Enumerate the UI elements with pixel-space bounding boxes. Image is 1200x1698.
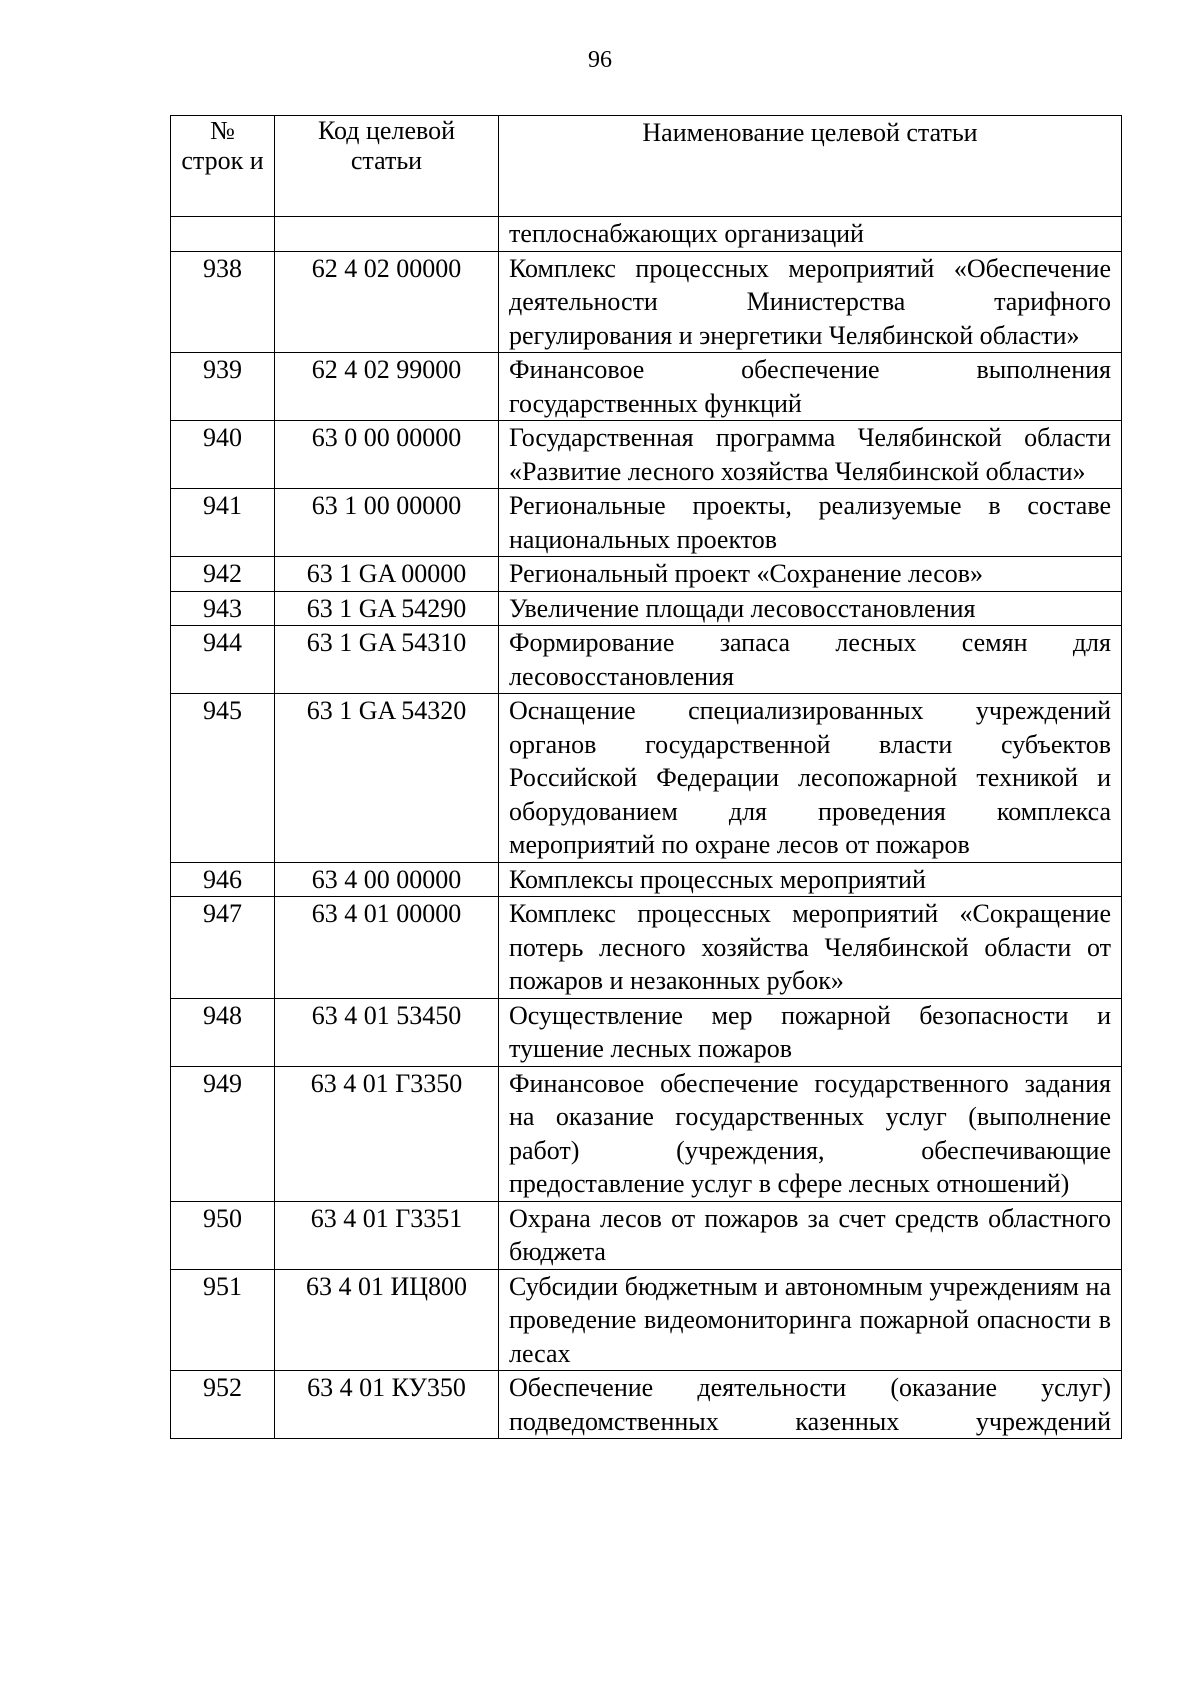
header-row-number-label: № строк и bbox=[181, 116, 264, 175]
table-row bbox=[171, 557, 1122, 592]
row-name: теплоснабжающих организаций bbox=[499, 217, 1122, 252]
header-target-name bbox=[499, 116, 1122, 217]
header-row-number bbox=[171, 116, 275, 217]
row-name: Обеспечение деятельности (оказание услуг) подведомственных казенных учреждений bbox=[499, 1371, 1122, 1439]
row-code: 63 1 GA 54310 bbox=[275, 626, 499, 694]
row-name: Субсидии бюджетным и автономным учреждениям на проведение видеомониторинга пожарной опасности в лесах bbox=[499, 1269, 1122, 1371]
row-code: 63 4 01 00000 bbox=[275, 897, 499, 999]
row-name: Формирование запаса лесных семян для лесовосстановления bbox=[499, 626, 1122, 694]
row-number: 948 bbox=[171, 998, 275, 1066]
row-code: 63 4 01 Г3351 bbox=[275, 1201, 499, 1269]
table-row bbox=[171, 251, 1122, 353]
table-row bbox=[171, 1201, 1122, 1269]
row-name: Государственная программа Челябинской области «Развитие лесного хозяйства Челябинской области» bbox=[499, 421, 1122, 489]
header-target-code-label: Код целевой статьи bbox=[317, 116, 455, 175]
row-name: Региональные проекты, реализуемые в составе национальных проектов bbox=[499, 489, 1122, 557]
row-number: 941 bbox=[171, 489, 275, 557]
row-code: 63 4 01 Г3350 bbox=[275, 1066, 499, 1201]
header-target-name-label: Наименование целевой статьи bbox=[642, 118, 978, 147]
row-name: Финансовое обеспечение государственного задания на оказание государственных услуг (выполнение работ) (учреждения, обеспечивающие предоставление услуг в сфере лесных отношений) bbox=[499, 1066, 1122, 1201]
header-row bbox=[171, 116, 1122, 217]
table-row bbox=[171, 897, 1122, 999]
table-row bbox=[171, 694, 1122, 863]
table-row bbox=[171, 998, 1122, 1066]
row-code bbox=[275, 217, 499, 252]
row-number: 951 bbox=[171, 1269, 275, 1371]
row-code: 62 4 02 99000 bbox=[275, 353, 499, 421]
row-number: 940 bbox=[171, 421, 275, 489]
table-row bbox=[171, 862, 1122, 897]
row-code: 63 4 01 КУ350 bbox=[275, 1371, 499, 1439]
row-name: Охрана лесов от пожаров за счет средств областного бюджета bbox=[499, 1201, 1122, 1269]
row-name: Региональный проект «Сохранение лесов» bbox=[499, 557, 1122, 592]
table-row bbox=[171, 591, 1122, 626]
row-name: Комплекс процессных мероприятий «Сокращение потерь лесного хозяйства Челябинской области от пожаров и незаконных рубок» bbox=[499, 897, 1122, 999]
table-body bbox=[171, 217, 1122, 1439]
table-row bbox=[171, 626, 1122, 694]
table-row bbox=[171, 1269, 1122, 1371]
row-number: 947 bbox=[171, 897, 275, 999]
row-name: Оснащение специализированных учреждений органов государственной власти субъектов Российской Федерации лесопожарной техникой и оборудованием для проведения комплекса мероприятий по охране лесов от пожаров bbox=[499, 694, 1122, 863]
row-code: 63 1 00 00000 bbox=[275, 489, 499, 557]
row-code: 62 4 02 00000 bbox=[275, 251, 499, 353]
row-code: 63 4 01 53450 bbox=[275, 998, 499, 1066]
row-number: 938 bbox=[171, 251, 275, 353]
row-number: 952 bbox=[171, 1371, 275, 1439]
row-name: Увеличение площади лесовосстановления bbox=[499, 591, 1122, 626]
row-number: 945 bbox=[171, 694, 275, 863]
row-code: 63 4 00 00000 bbox=[275, 862, 499, 897]
row-name: Осуществление мер пожарной безопасности и тушение лесных пожаров bbox=[499, 998, 1122, 1066]
continuation-row bbox=[171, 217, 1122, 252]
header-target-code bbox=[275, 116, 499, 217]
row-number: 949 bbox=[171, 1066, 275, 1201]
row-name: Комплекс процессных мероприятий «Обеспечение деятельности Министерства тарифного регулирования и энергетики Челябинской области» bbox=[499, 251, 1122, 353]
row-name: Комплексы процессных мероприятий bbox=[499, 862, 1122, 897]
table-row bbox=[171, 489, 1122, 557]
row-name: Финансовое обеспечение выполнения государственных функций bbox=[499, 353, 1122, 421]
table-row bbox=[171, 353, 1122, 421]
table-row bbox=[171, 1371, 1122, 1439]
row-number: 939 bbox=[171, 353, 275, 421]
row-number: 944 bbox=[171, 626, 275, 694]
row-code: 63 1 GA 54290 bbox=[275, 591, 499, 626]
row-number: 950 bbox=[171, 1201, 275, 1269]
table-header bbox=[171, 116, 1122, 217]
row-code: 63 1 GA 00000 bbox=[275, 557, 499, 592]
row-code: 63 1 GA 54320 bbox=[275, 694, 499, 863]
row-code: 63 4 01 ИЦ800 bbox=[275, 1269, 499, 1371]
row-number bbox=[171, 217, 275, 252]
table-row bbox=[171, 421, 1122, 489]
row-number: 946 bbox=[171, 862, 275, 897]
row-number: 942 bbox=[171, 557, 275, 592]
row-number: 943 bbox=[171, 591, 275, 626]
page-number: 96 bbox=[588, 47, 612, 73]
row-code: 63 0 00 00000 bbox=[275, 421, 499, 489]
target-articles-table bbox=[170, 115, 1122, 1439]
table-row bbox=[171, 1066, 1122, 1201]
